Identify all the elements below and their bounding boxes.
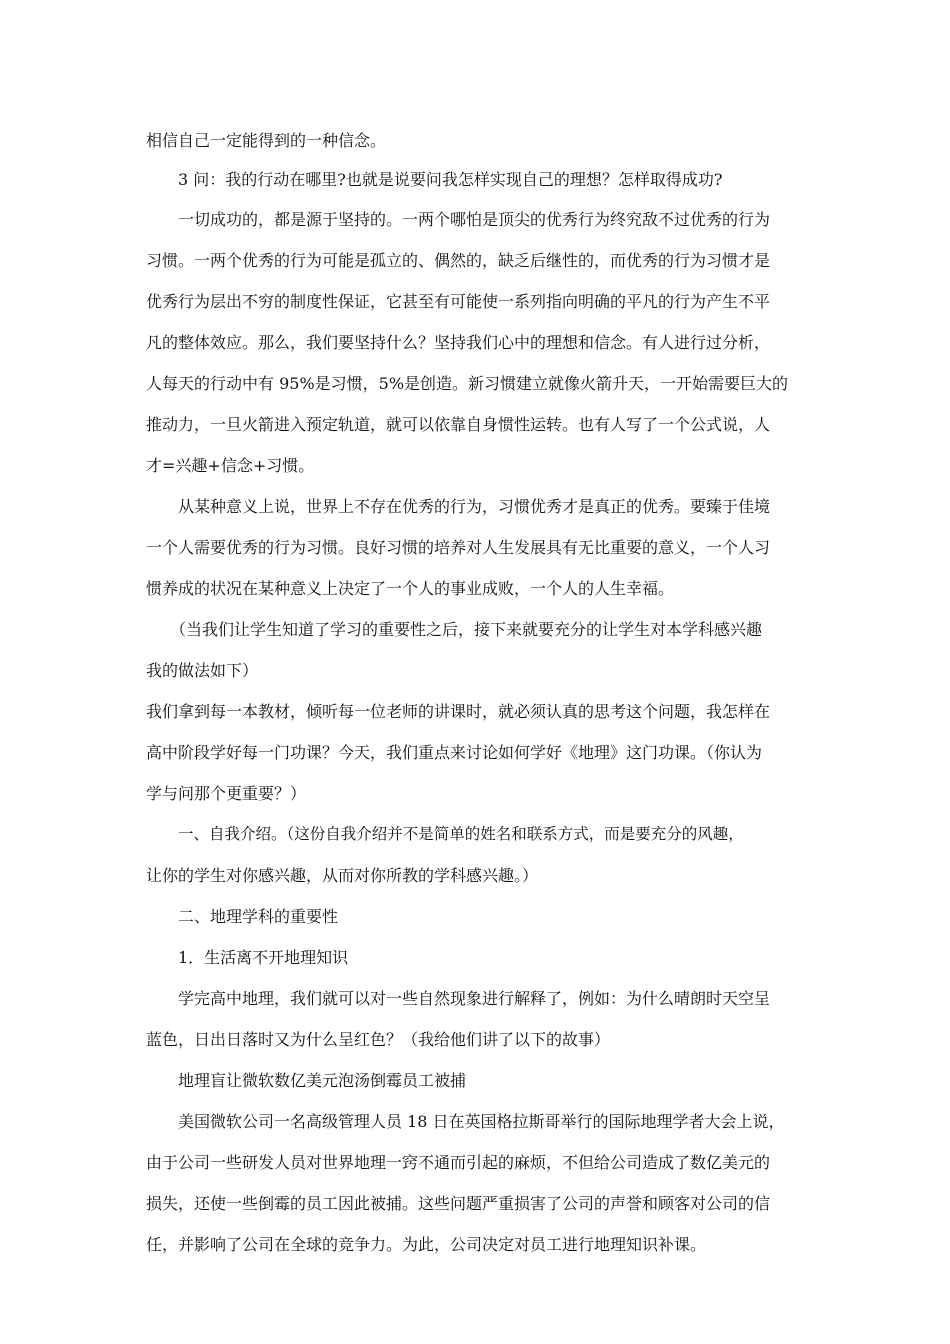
paragraph-line: 优秀行为层出不穷的制度性保证，它甚至有可能使一系列指向明确的平凡的行为产生不平 xyxy=(146,292,771,311)
story-title: 地理盲让微软数亿美元泡汤倒霉员工被捕 xyxy=(178,1071,467,1090)
paragraph-line: 蓝色，日出日落时又为什么呈红色？（我给他们讲了以下的故事） xyxy=(146,1030,611,1049)
paragraph-line: 惯养成的状况在某种意义上决定了一个人的事业成败，一个人的人生幸福。 xyxy=(146,579,675,598)
paragraph-line: 推动力，一旦火箭进入预定轨道，就可以依靠自身惯性运转。也有人写了一个公式说，人 xyxy=(146,415,771,434)
paragraph-line: 学与问那个更重要？） xyxy=(146,784,307,803)
teaching-note-line: （当我们让学生知道了学习的重要性之后，接下来就要充分的让学生对本学科感兴趣 xyxy=(170,620,763,639)
paragraph-line: 相信自己一定能得到的一种信念。 xyxy=(146,131,387,150)
paragraph-line: 学完高中地理，我们就可以对一些自然现象进行解释了，例如：为什么晴朗时天空呈 xyxy=(178,989,771,1008)
subsection-heading: 1．生活离不开地理知识 xyxy=(178,948,349,967)
section-heading-intro: 一、自我介绍。（这份自我介绍并不是简单的姓名和联系方式，而是要充分的风趣， xyxy=(178,825,744,843)
question-three-line: 3 问：我的行动在哪里?也就是说要问我怎样实现自己的理想？怎样取得成功? xyxy=(178,170,723,189)
paragraph-line: 从某种意义上说，世界上不存在优秀的行为，习惯优秀才是真正的优秀。要臻于佳境 xyxy=(178,497,771,516)
paragraph-line: 我们拿到每一本教材，倾听每一位老师的讲课时，就必须认真的思考这个问题，我怎样在 xyxy=(146,702,771,721)
paragraph-line: 美国微软公司一名高级管理人员 18 日在英国格拉斯哥举行的国际地理学者大会上说， xyxy=(178,1112,785,1131)
paragraph-line: 让你的学生对你感兴趣，从而对你所教的学科感兴趣。） xyxy=(146,866,539,885)
paragraph-line: 才=兴趣+信念+习惯。 xyxy=(146,456,315,475)
paragraph-line: 由于公司一些研发人员对世界地理一窍不通而引起的麻烦，不但给公司造成了数亿美元的 xyxy=(146,1153,771,1172)
document-body xyxy=(146,121,810,1265)
paragraph-line: 一切成功的，都是源于坚持的。一两个哪怕是顶尖的优秀行为终究敌不过优秀的行为 xyxy=(178,210,771,229)
paragraph-line: 损失，还使一些倒霉的员工因此被捕。这些问题严重损害了公司的声誉和顾客对公司的信 xyxy=(146,1194,771,1213)
paragraph-line: 凡的整体效应。那么，我们要坚持什么？坚持我们心中的理想和信念。有人进行过分析， xyxy=(146,333,771,352)
paragraph-line: 习惯。一两个优秀的行为可能是孤立的、偶然的，缺乏后继性的，而优秀的行为习惯才是 xyxy=(146,251,771,270)
paragraph-line: 任，并影响了公司在全球的竞争力。为此，公司决定对员工进行地理知识补课。 xyxy=(146,1235,707,1254)
paragraph-line: 人每天的行动中有 95%是习惯，5%是创造。新习惯建立就像火箭升天，一开始需要巨大的 xyxy=(146,374,789,393)
section-heading-importance: 二、地理学科的重要性 xyxy=(178,907,339,926)
paragraph-line: 一个人需要优秀的行为习惯。良好习惯的培养对人生发展具有无比重要的意义，一个人习 xyxy=(146,538,771,557)
paragraph-line: 高中阶段学好每一门功课？今天，我们重点来讨论如何学好《地理》这门功课。（你认为 xyxy=(146,743,763,762)
teaching-note-line: 我的做法如下） xyxy=(146,661,259,680)
